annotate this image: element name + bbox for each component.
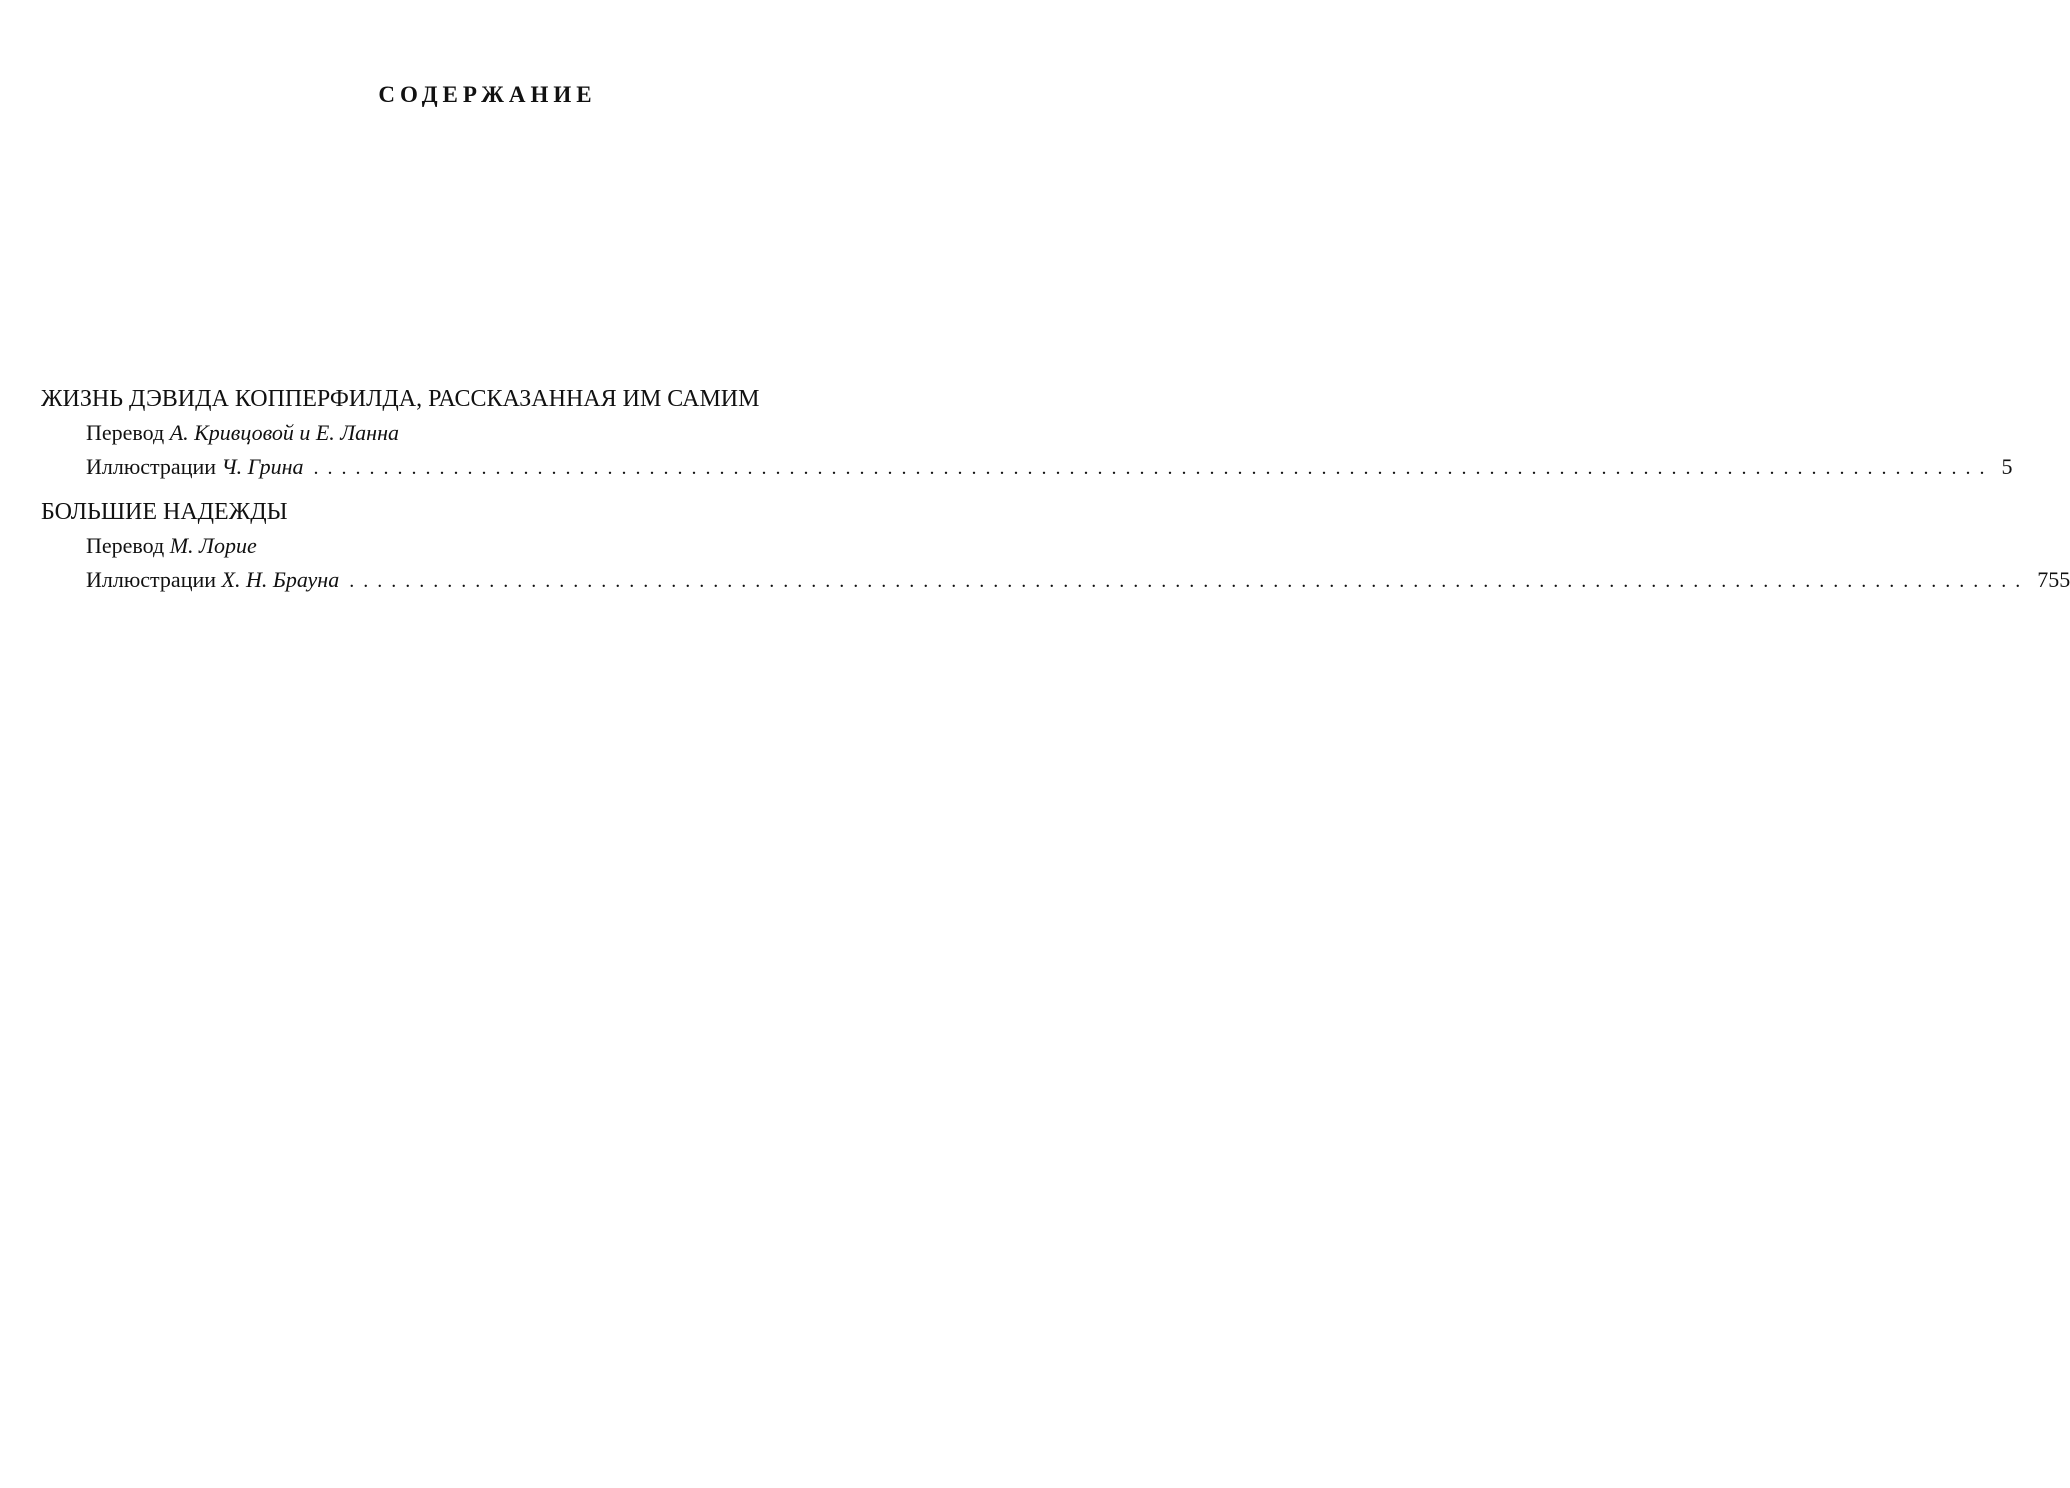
translator-names: А. Кривцовой и Е. Ланна [169,420,400,445]
toc-entry [41,382,2013,485]
contents-heading: СОДЕРЖАНИЕ [378,82,597,107]
dot-leader: ........................................................................................................................ [349,570,2030,592]
illustrations-label: Иллюстрации [86,567,217,592]
illustrations-label: Иллюстрации [86,454,217,479]
work-title: БОЛЬШИЕ НАДЕЖДЫ [41,499,288,525]
table-of-contents [41,382,2070,608]
illustrator-name: Ч. Грина [221,454,304,479]
illustration-credit [41,450,2013,485]
translation-label: Перевод [86,420,165,445]
page-number: 755 [2037,567,2070,592]
translation-label: Перевод [86,533,165,558]
work-title: ЖИЗНЬ ДЭВИДА КОППЕРФИЛДА, РАССКАЗАННАЯ ИМ САМИМ [41,386,760,412]
translator-names: М. Лорие [169,533,257,558]
illustrator-name: Х. Н. Брауна [221,567,340,592]
dot-leader: ........................................................................................................................ [313,457,1994,479]
illustration-credit [41,563,2070,598]
toc-entry [41,495,2070,598]
page-number: 5 [2001,454,2013,479]
translation-credit [41,529,938,563]
translation-credit [41,416,938,450]
